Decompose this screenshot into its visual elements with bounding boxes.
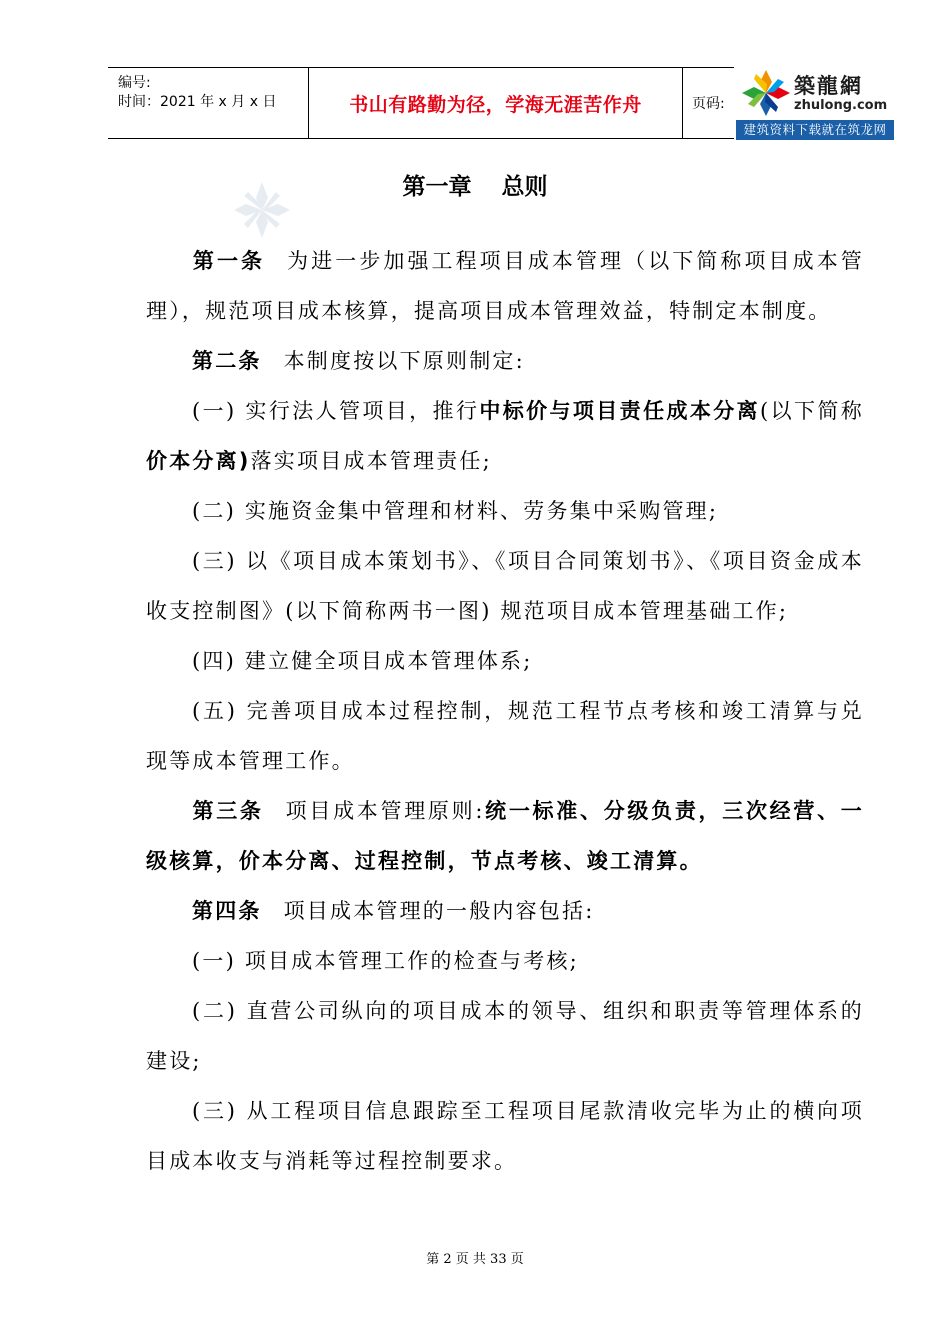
item-text: (以下简称 bbox=[760, 399, 864, 423]
document-date: 时间：2021 年 x 月 x 日 bbox=[118, 94, 277, 110]
article-4-item-2 bbox=[146, 986, 864, 1086]
item-text: (二) 实施资金集中管理和材料、劳务集中采购管理; bbox=[192, 499, 719, 523]
article-1-text: 为进一步加强工程项目成本管理（以下简称项目成本管理），规范项目成本核算，提高项目成本管理效益，特制定本制度。 bbox=[146, 249, 864, 323]
article-3-text: 项目成本管理原则: bbox=[285, 799, 485, 823]
article-3-label: 第三条 bbox=[192, 799, 264, 823]
header-meta-cell bbox=[108, 68, 309, 138]
article-2-item-5 bbox=[146, 686, 864, 786]
article-2-item-2 bbox=[146, 486, 864, 536]
item-bold-text: 价本分离) bbox=[146, 449, 251, 473]
document-number-label: 编号: bbox=[118, 75, 151, 91]
article-4-item-3 bbox=[146, 1086, 864, 1186]
header-page-cell bbox=[692, 68, 725, 138]
article-4-label: 第四条 bbox=[192, 899, 262, 923]
logo-slogan: 建筑资料下载就在筑龙网 bbox=[736, 120, 894, 140]
item-text: 落实项目成本管理责任; bbox=[250, 449, 492, 473]
chapter-number: 第一章 bbox=[402, 174, 472, 200]
chapter-name: 总则 bbox=[501, 174, 548, 200]
item-bold-text: 中标价与项目责任成本分离 bbox=[479, 399, 761, 423]
item-text: (四) 建立健全项目成本管理体系; bbox=[192, 649, 533, 673]
pinwheel-logo-icon bbox=[738, 66, 794, 120]
header-motto-cell bbox=[309, 68, 683, 138]
article-2-text: 本制度按以下原则制定: bbox=[283, 349, 525, 373]
item-text: (一) 实行法人管项目，推行 bbox=[192, 399, 480, 423]
article-1 bbox=[146, 236, 864, 336]
logo-domain: zhulong.com bbox=[794, 98, 888, 113]
item-text: (三) 以《项目成本策划书》、《项目合同策划书》、《项目资金成本收支控制图》(以下简称两书一图) 规范项目成本管理基础工作; bbox=[146, 549, 864, 623]
header-motto: 书山有路勤为径，学海无涯苦作舟 bbox=[349, 93, 642, 116]
article-4-text: 项目成本管理的一般内容包括: bbox=[283, 899, 595, 923]
zhulong-logo bbox=[734, 64, 896, 142]
article-2-item-3 bbox=[146, 536, 864, 636]
article-2-label: 第二条 bbox=[192, 349, 262, 373]
article-4 bbox=[146, 886, 864, 936]
item-text: (二) 直营公司纵向的项目成本的领导、组织和职责等管理体系的建设; bbox=[146, 999, 864, 1073]
chapter-title bbox=[0, 168, 950, 201]
article-2-item-4 bbox=[146, 636, 864, 686]
logo-name-cn: 築龍網 bbox=[794, 73, 863, 98]
page-number-label: 页码: bbox=[692, 96, 725, 112]
article-2-item-1 bbox=[146, 386, 864, 486]
article-3-principles: 统一标准、分级负责，三次经营、一级核算，价本分离、过程控制，节点考核、竣工清算。 bbox=[146, 799, 865, 873]
article-2 bbox=[146, 336, 864, 386]
article-1-label: 第一条 bbox=[192, 249, 266, 273]
article-3 bbox=[146, 786, 864, 886]
item-text: (五) 完善项目成本过程控制，规范工程节点考核和竣工清算与兑现等成本管理工作。 bbox=[146, 699, 864, 773]
item-text: (三) 从工程项目信息跟踪至工程项目尾款清收完毕为止的横向项目成本收支与消耗等过程控制要求。 bbox=[146, 1099, 864, 1173]
item-text: (一) 项目成本管理工作的检查与考核; bbox=[192, 949, 579, 973]
page-footer: 第 2 页 共 33 页 bbox=[426, 1252, 524, 1267]
article-4-item-1 bbox=[146, 936, 864, 986]
